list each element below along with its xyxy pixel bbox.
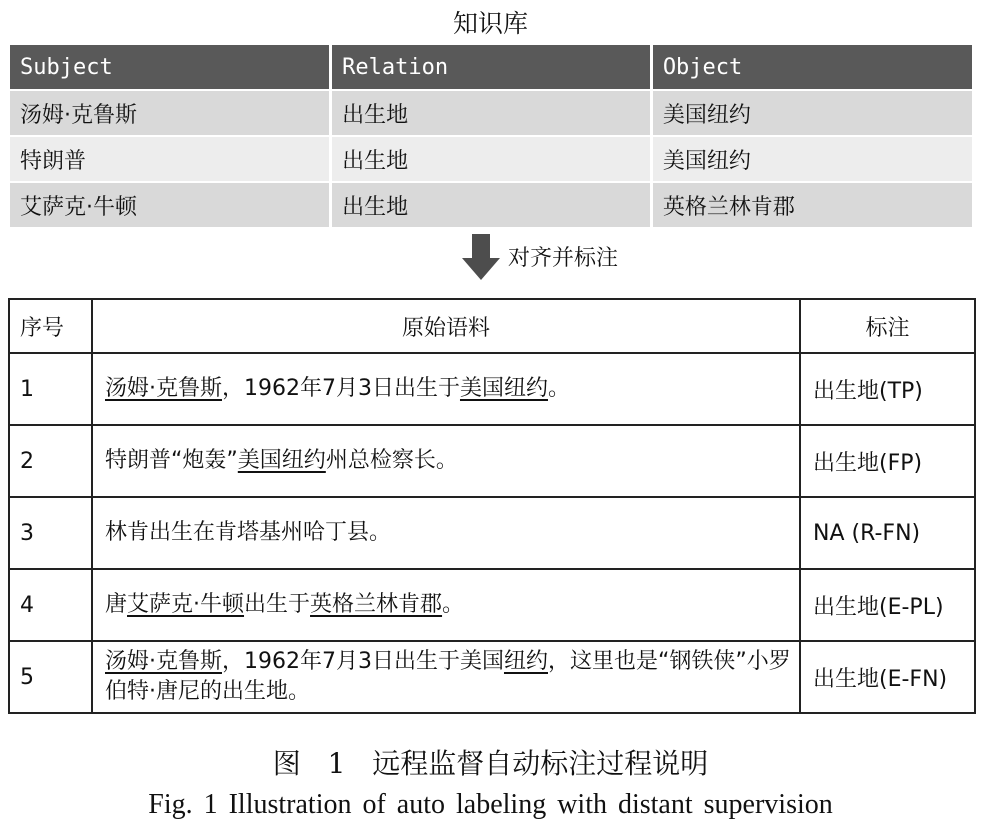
row-index: 2 bbox=[9, 425, 92, 497]
corpus-text: 州总检察长。 bbox=[325, 448, 458, 473]
header-raw-corpus: 原始语料 bbox=[92, 299, 800, 353]
arrow-label: 对齐并标注 bbox=[508, 246, 619, 271]
raw-corpus-cell bbox=[92, 569, 800, 641]
table-row bbox=[9, 641, 975, 713]
annotation-label: 出生地(E-FN) bbox=[800, 641, 975, 713]
object-cell: 美国纽约 bbox=[651, 136, 972, 182]
table-row bbox=[10, 90, 972, 136]
object-cell: 美国纽约 bbox=[651, 90, 972, 136]
entity-mention: 汤姆·克鲁斯 bbox=[105, 649, 222, 674]
corpus-text: 。 bbox=[442, 592, 465, 617]
entity-mention: 美国纽约 bbox=[237, 448, 326, 473]
figure-caption-cn: 图 1 远程监督自动标注过程说明 bbox=[272, 747, 709, 780]
object-cell: 英格兰林肯郡 bbox=[651, 182, 972, 228]
entity-mention: 纽约 bbox=[503, 649, 548, 674]
row-index: 5 bbox=[9, 641, 92, 713]
entity-mention: 汤姆·克鲁斯 bbox=[105, 376, 222, 401]
annotation-label: NA (R-FN) bbox=[800, 497, 975, 569]
subject-cell: 艾萨克·牛顿 bbox=[10, 182, 331, 228]
table-row bbox=[9, 353, 975, 425]
corpus-header-row bbox=[9, 299, 975, 353]
corpus-text: 林肯出生在肯塔基州哈丁县。 bbox=[105, 520, 392, 545]
header-object: Object bbox=[651, 45, 972, 90]
header-index: 序号 bbox=[9, 299, 92, 353]
knowledge-base-table bbox=[10, 45, 972, 229]
relation-cell: 出生地 bbox=[331, 136, 652, 182]
table-row bbox=[9, 425, 975, 497]
table-row bbox=[9, 497, 975, 569]
knowledge-base-title: 知识库 bbox=[452, 9, 528, 38]
figure-caption-en: Fig. 1 Illustration of auto labeling with distant supervision bbox=[148, 789, 833, 820]
raw-corpus-cell bbox=[92, 641, 800, 713]
header-subject: Subject bbox=[10, 45, 331, 90]
corpus-text: ，这里也是“钢铁侠”小罗伯特·唐尼的出生地。 bbox=[105, 649, 791, 704]
subject-cell: 特朗普 bbox=[10, 136, 331, 182]
table-row bbox=[9, 569, 975, 641]
subject-cell: 汤姆·克鲁斯 bbox=[10, 90, 331, 136]
raw-corpus-cell bbox=[92, 497, 800, 569]
row-index: 4 bbox=[9, 569, 92, 641]
row-index: 3 bbox=[9, 497, 92, 569]
corpus-annotation-table bbox=[8, 298, 976, 714]
corpus-text: ，1962年7月3日出生于美国 bbox=[222, 649, 504, 674]
header-annotation: 标注 bbox=[800, 299, 975, 353]
corpus-text: 唐 bbox=[105, 592, 128, 617]
table-row bbox=[10, 182, 972, 228]
header-relation: Relation bbox=[331, 45, 652, 90]
annotation-label: 出生地(E-PL) bbox=[800, 569, 975, 641]
corpus-text: 。 bbox=[548, 376, 571, 401]
annotation-label: 出生地(FP) bbox=[800, 425, 975, 497]
annotation-label: 出生地(TP) bbox=[800, 353, 975, 425]
relation-cell: 出生地 bbox=[331, 182, 652, 228]
corpus-text: 特朗普“炮轰” bbox=[105, 448, 238, 473]
corpus-text: ，1962年7月3日出生于 bbox=[222, 376, 460, 401]
entity-mention: 美国纽约 bbox=[459, 376, 548, 401]
table-row bbox=[10, 136, 972, 182]
corpus-text: 出生于 bbox=[244, 592, 311, 617]
knowledge-base-header-row bbox=[10, 45, 972, 90]
entity-mention: 英格兰林肯郡 bbox=[310, 592, 443, 617]
down-arrow-icon bbox=[462, 234, 502, 282]
raw-corpus-cell bbox=[92, 353, 800, 425]
row-index: 1 bbox=[9, 353, 92, 425]
relation-cell: 出生地 bbox=[331, 90, 652, 136]
corpus-table-body bbox=[9, 353, 975, 713]
raw-corpus-cell bbox=[92, 425, 800, 497]
entity-mention: 艾萨克·牛顿 bbox=[127, 592, 245, 617]
